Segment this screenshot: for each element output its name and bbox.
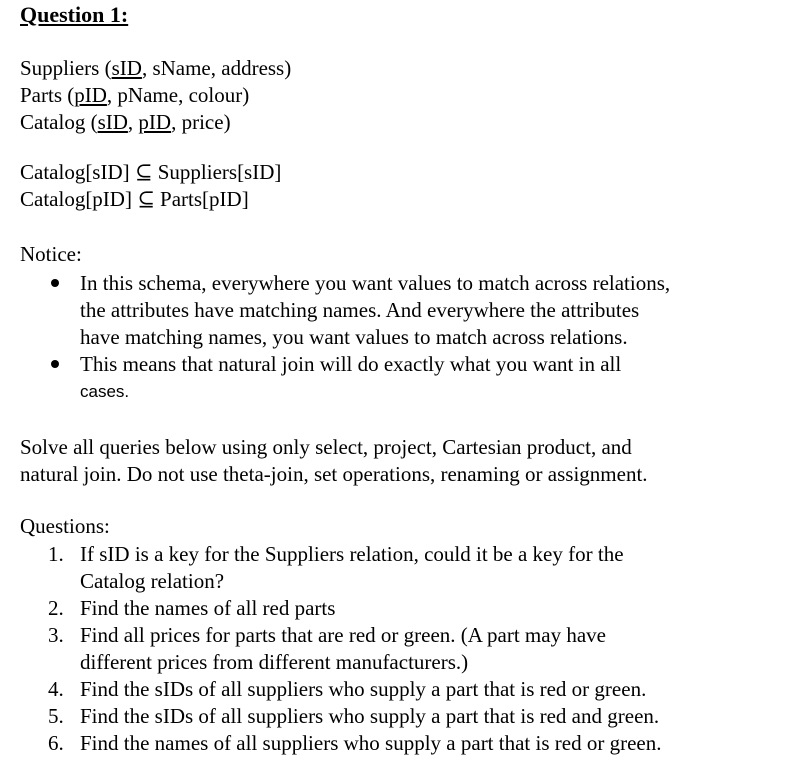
schema-suppliers: Suppliers (sID, sName, address)	[20, 56, 292, 80]
schema-block	[20, 55, 291, 136]
schema-catalog: Catalog (sID, pID, price)	[20, 110, 231, 134]
question-item: 1. If sID is a key for the Suppliers relation, could it be a key for the Catalog relation?	[48, 542, 624, 593]
question-number: 3.	[48, 623, 64, 647]
question-number: 1.	[48, 542, 64, 566]
question-number: 5.	[48, 704, 64, 728]
constraint: Catalog[sID] ⊆ Suppliers[sID]	[20, 160, 282, 184]
question-item: 6. Find the names of all suppliers who supply a part that is red or green.	[48, 731, 662, 755]
questions-list	[48, 541, 788, 757]
constraint: Catalog[pID] ⊆ Parts[pID]	[20, 187, 249, 211]
question-item: 5. Find the sIDs of all suppliers who supply a part that is red and green.	[48, 704, 660, 728]
questions-heading: Questions:	[20, 514, 110, 538]
question-number: 4.	[48, 677, 64, 701]
question-item: 3. Find all prices for parts that are red or green. (A part may have different prices from different manufacturers.)	[48, 623, 606, 674]
key-attribute: sID	[111, 56, 142, 80]
question-item: 4. Find the sIDs of all suppliers who supply a part that is red or green.	[48, 677, 647, 701]
key-attribute: sID	[97, 110, 128, 134]
bullet-icon	[51, 360, 59, 368]
instructions-paragraph: Solve all queries below using only select, project, Cartesian product, and natural join. Do not use theta-join, set operations, renaming or assignment.	[20, 435, 648, 486]
constraints-block	[20, 159, 281, 213]
key-attribute: pID	[138, 110, 172, 134]
key-attribute: pID	[74, 83, 107, 107]
bullet-icon	[51, 279, 59, 287]
question-item: 2. Find the names of all red parts	[48, 596, 336, 620]
question-heading: Question 1:	[20, 2, 129, 27]
question-number: 2.	[48, 596, 64, 620]
bullet-item: In this schema, everywhere you want values to match across relations, the attributes have matching names. And everywhere the attributes have matching names, you want values to match across relations.	[48, 270, 788, 351]
bullet-item: This means that natural join will do exactly what you want in all cases.	[48, 351, 788, 405]
question-number: 6.	[48, 731, 64, 755]
notice-bullet-list	[48, 270, 788, 405]
schema-parts: Parts (pID, pName, colour)	[20, 83, 250, 107]
notice-heading: Notice:	[20, 242, 82, 266]
